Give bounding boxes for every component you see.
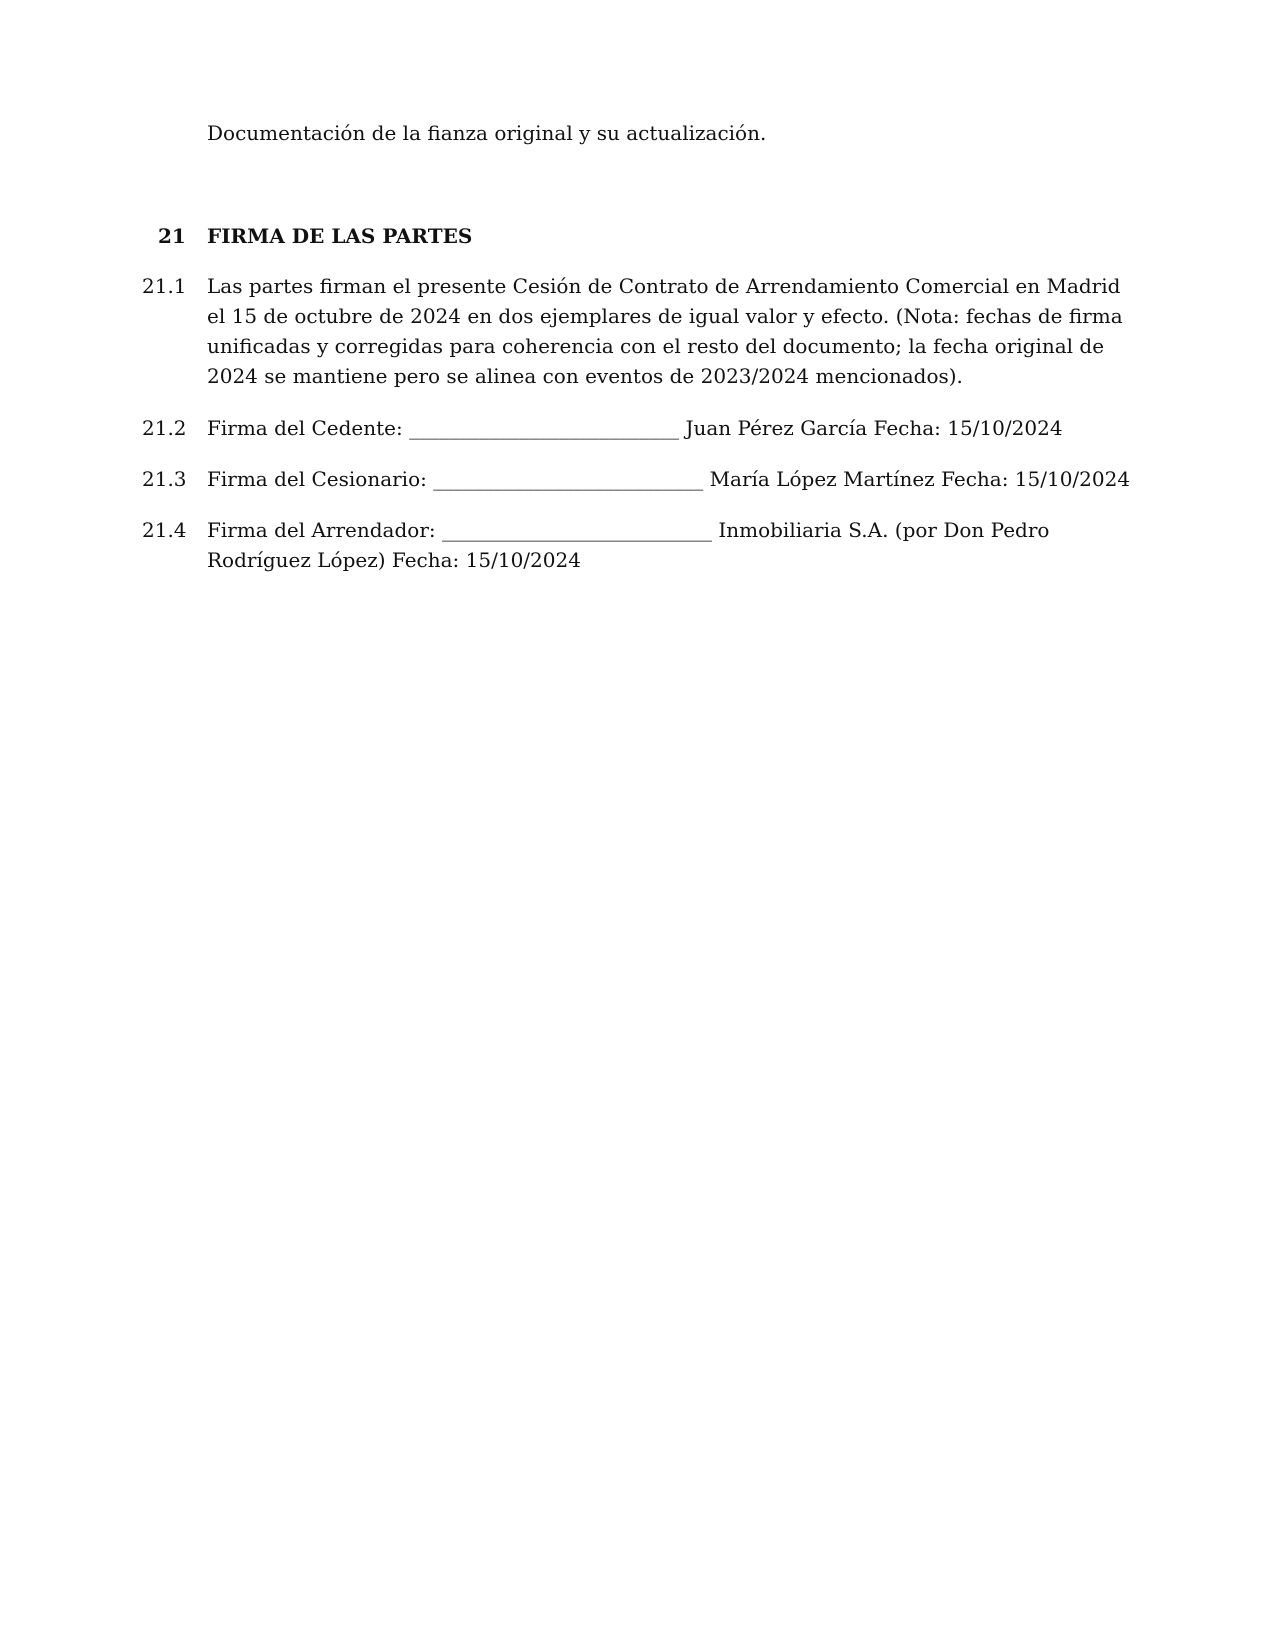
clause-21-1 [140,271,1140,391]
clause-number: 21.4 [142,518,187,542]
section-number: 21 [158,224,186,248]
clause-text: Firma del Arrendador: ___________________________ Inmobiliaria S.A. (por Don Pedro Rodríguez López) Fecha: 15/10/2024 [207,518,1050,572]
clause-number: 21.2 [142,416,187,440]
clause-21-2 [140,413,1140,443]
section-title: FIRMA DE LAS PARTES [207,224,473,248]
clause-text: Firma del Cedente: ___________________________ Juan Pérez García Fecha: 15/10/2024 [207,416,1063,440]
clause-number: 21.1 [142,274,187,298]
clause-text: Las partes firman el presente Cesión de Contrato de Arrendamiento Comercial en Madrid el 15 de octubre de 2024 en dos ejemplares de igual valor y efecto. (Nota: fechas de firma unificadas y corregidas para coherencia con el resto del documento; la fecha original de 2024 se mantiene pero se alinea con eventos de 2023/2024 mencionados). [207,274,1123,388]
clause-21-3 [140,464,1140,494]
clause-text: Firma del Cesionario: ___________________________ María López Martínez Fecha: 15/10/2024 [207,467,1131,491]
intro-paragraph: Documentación de la fianza original y su actualización. [207,121,767,145]
clause-21-4 [140,515,1140,575]
section-heading [140,221,1140,251]
clause-number: 21.3 [142,467,187,491]
